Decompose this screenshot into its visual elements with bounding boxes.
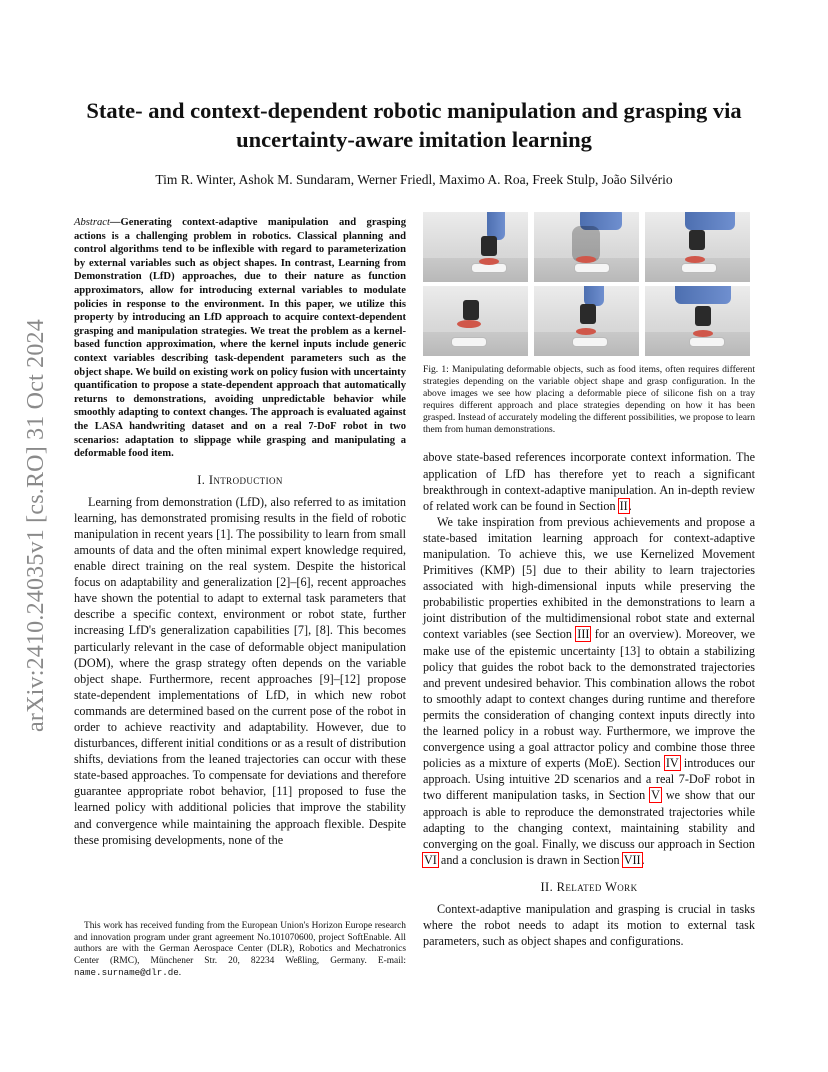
- abstract-lead: Abstract: [74, 217, 110, 228]
- footnote-email-end: .: [178, 968, 182, 979]
- figure-photo: [534, 212, 639, 282]
- right-paragraph-1: [423, 449, 755, 513]
- section-heading-introduction: I. Introduction: [197, 472, 283, 487]
- text-run: above state-based references incorporate context information. The application of LfD has therefore yet to reach a significant breakthrough in context-adaptive manipulation. An in-depth review of related work can be found in Section: [423, 450, 755, 513]
- figure-1-photo-grid: [423, 212, 755, 356]
- abstract-text: Generating context-adaptive manipulation and grasping actions is a challenging problem in robotics. Classical planning and control algorithms tend to be inflexible with regard to parameterization by external variables such as object shapes. In contrast, Learning from Demonstration (LfD) approaches, due to their nature as function approximators, allow for introducing external variables to modulate policies in response to the environment. In this paper, we utilize this property by introducing an LfD approach to acquire context-dependent grasping and manipulation strategies. We treat the problem as a kernel-based function approximation, where the kernel inputs include generic context variables describing task-dependent parameters such as the object shape. We build on existing work on policy fusion with uncertainty quantification to propose a state-dependent approach that automatically returns to demonstrations, avoiding unpredictable behavior while smoothly adapting to context changes. The approach is evaluated against the LASA handwriting dataset and on a real 7-DoF robot in two scenarios: adaptation to slippage while grasping and manipulating a deformable food item.: [74, 217, 406, 460]
- intro-paragraph: Learning from demonstration (LfD), also referred to as imitation learning, has demonstrated promising results in the field of robotic manipulation in recent years [1]. The possibility to learn from small amounts of data and the often minimal expert knowledge required, enable direct training on the real system. Despite the historical focus on adaptability and generalization [2]–[6], recent approaches have shown the potential to adapt to external task parameters that describe a specific context, environment or robot state, further increasing LfD's generalization capabilities [7], [8]. This becomes particularly relevant in the case of deformable object manipulation (DOM), where the grasp strategy often depends on the variable object shape. Furthermore, recent approaches [9]–[12] propose state-dependent implementations of LfD, in which new robot commands are determined based on the current pose of the robot in order to achieve reactivity and adaptability. However, due to disturbances, different initial conditions or as a result of distribution shifts, deviations from the leaned trajectories can occur with these state-based approaches. To compensate for deviations and therefore guarantee appropriate robot behavior, [11] proposed to fuse the learned policy with additional policies that improve the stability and convergence while maintaining the approach flexible. Despite these promising developments, none of the: [74, 494, 406, 847]
- figure-photo: [534, 286, 639, 356]
- footnote: [74, 921, 406, 980]
- arxiv-stamp-text: arXiv:2410.24035v1 [cs.RO] 31 Oct 2024: [22, 318, 49, 732]
- text-run: We take inspiration from previous achievements and propose a state-based imitation learning approach for context-adaptive manipulation. To achieve this, we use Kernelized Movement Primitives (KMP) [5] due to their ability to learn trajectories associated with high-dimensional inputs while preserving the probabilistic properties exhibited in the demonstrations to learn a joint distribution of the multidimensional robot state and external context variables (see Section: [423, 514, 755, 642]
- author-list: Tim R. Winter, Ashok M. Sundaram, Werner Friedl, Maximo A. Roa, Freek Stulp, João Silvério: [155, 172, 673, 187]
- section-ref-link[interactable]: II: [619, 498, 628, 513]
- text-run: .: [641, 852, 645, 867]
- text-run: .: [628, 498, 632, 513]
- section-ref-link[interactable]: VI: [424, 852, 437, 867]
- section-ref-link[interactable]: V: [651, 788, 660, 803]
- section-ref-link[interactable]: IV: [665, 756, 679, 771]
- arxiv-stamp: [20, 290, 52, 760]
- section-ref-link[interactable]: VII: [623, 852, 641, 867]
- right-paragraph-2: [423, 514, 755, 868]
- text-run: introduces our approach. Using intuitive 2D scenarios and a real 7-DoF robot in two different manipulation tasks, in Section: [423, 756, 755, 803]
- related-work-paragraph: Context-adaptive manipulation and grasping is crucial in tasks where the robot needs to adapt its motion to external task parameters, such as object shapes and configurations.: [423, 901, 755, 949]
- text-run: and a conclusion is drawn in Section: [437, 852, 623, 867]
- figure-photo: [423, 286, 528, 356]
- text-run: we show that our approach is able to reproduce the demonstrated trajectories while adapting to the changing context, maintaining stability and converging on the goal. Finally, we discuss our approach in Section: [423, 788, 755, 851]
- right-column: [423, 212, 755, 949]
- section-heading-related-work: II. Related Work: [540, 879, 638, 894]
- figure-1-caption: Fig. 1: Manipulating deformable objects, such as food items, often requires different strategies depending on the variable object shape and grasp configuration. In the above images we see how placing a deformable piece of silicone fish on a tray requires different approach and place strategies depending on how it has been grasped. Instead of accurately modeling the different possibilities, we propose to learn them from human demonstrations.: [423, 364, 755, 435]
- figure-photo: [423, 212, 528, 282]
- left-column: [74, 216, 406, 848]
- footnote-text: This work has received funding from the European Union's Horizon Europe research and innovation program under grant agreement No.101070600, project SoftEnable. All authors are with the German Aerospace Center (DLR), Robotics and Mechatronics Center (RMC), Münchener Str. 20, 82234 Weßling, Germany. E-mail:: [74, 921, 406, 966]
- figure-photo: [645, 286, 750, 356]
- section-ref-link[interactable]: III: [577, 627, 590, 642]
- abstract: Abstract—Generating context-adaptive manipulation and grasping actions is a challenging problem in robotics. Classical planning and control algorithms tend to be inflexible with regard to parameterization by external variables such as object shapes. In contrast, Learning from Demonstration (LfD) approaches, due to their nature as function approximators, allow for introducing external variables to modulate policies in response to the environment. In this paper, we utilize this property by introducing an LfD approach to acquire context-dependent grasping and manipulation strategies. We treat the problem as a kernel-based function approximation, where the kernel inputs include generic context variables describing task-dependent parameters such as the object shape. We build on existing work on policy fusion with uncertainty quantification to propose a state-dependent approach that automatically returns to demonstrations, avoiding unpredictable behavior while smoothly adapting to context changes. The approach is evaluated against the LASA handwriting dataset and on a real 7-DoF robot in two scenarios: adaptation to slippage while grasping and manipulating a deformable food item.: [74, 217, 406, 460]
- text-run: for an overview). Moreover, we make use of the epistemic uncertainty [13] to obtain a stabilizing policy that guides the robot back to the demonstrated trajectories and prevent undesired behavior. This combination allows the robot to smoothly adapt to context changes during runtime and therefore permits the consideration of changing context inputs directly into the learned policy in a robust way. Furthermore, we improve the convergence using a goal attractor policy and combine those three policies as a mixture of experts (MoE). Section: [423, 627, 755, 771]
- paper-title: State- and context-dependent robotic manipulation and grasping via uncertainty-aware imitation learning: [86, 98, 742, 152]
- figure-photo: [645, 212, 750, 282]
- footnote-email: name.surname@dlr.de: [74, 967, 179, 979]
